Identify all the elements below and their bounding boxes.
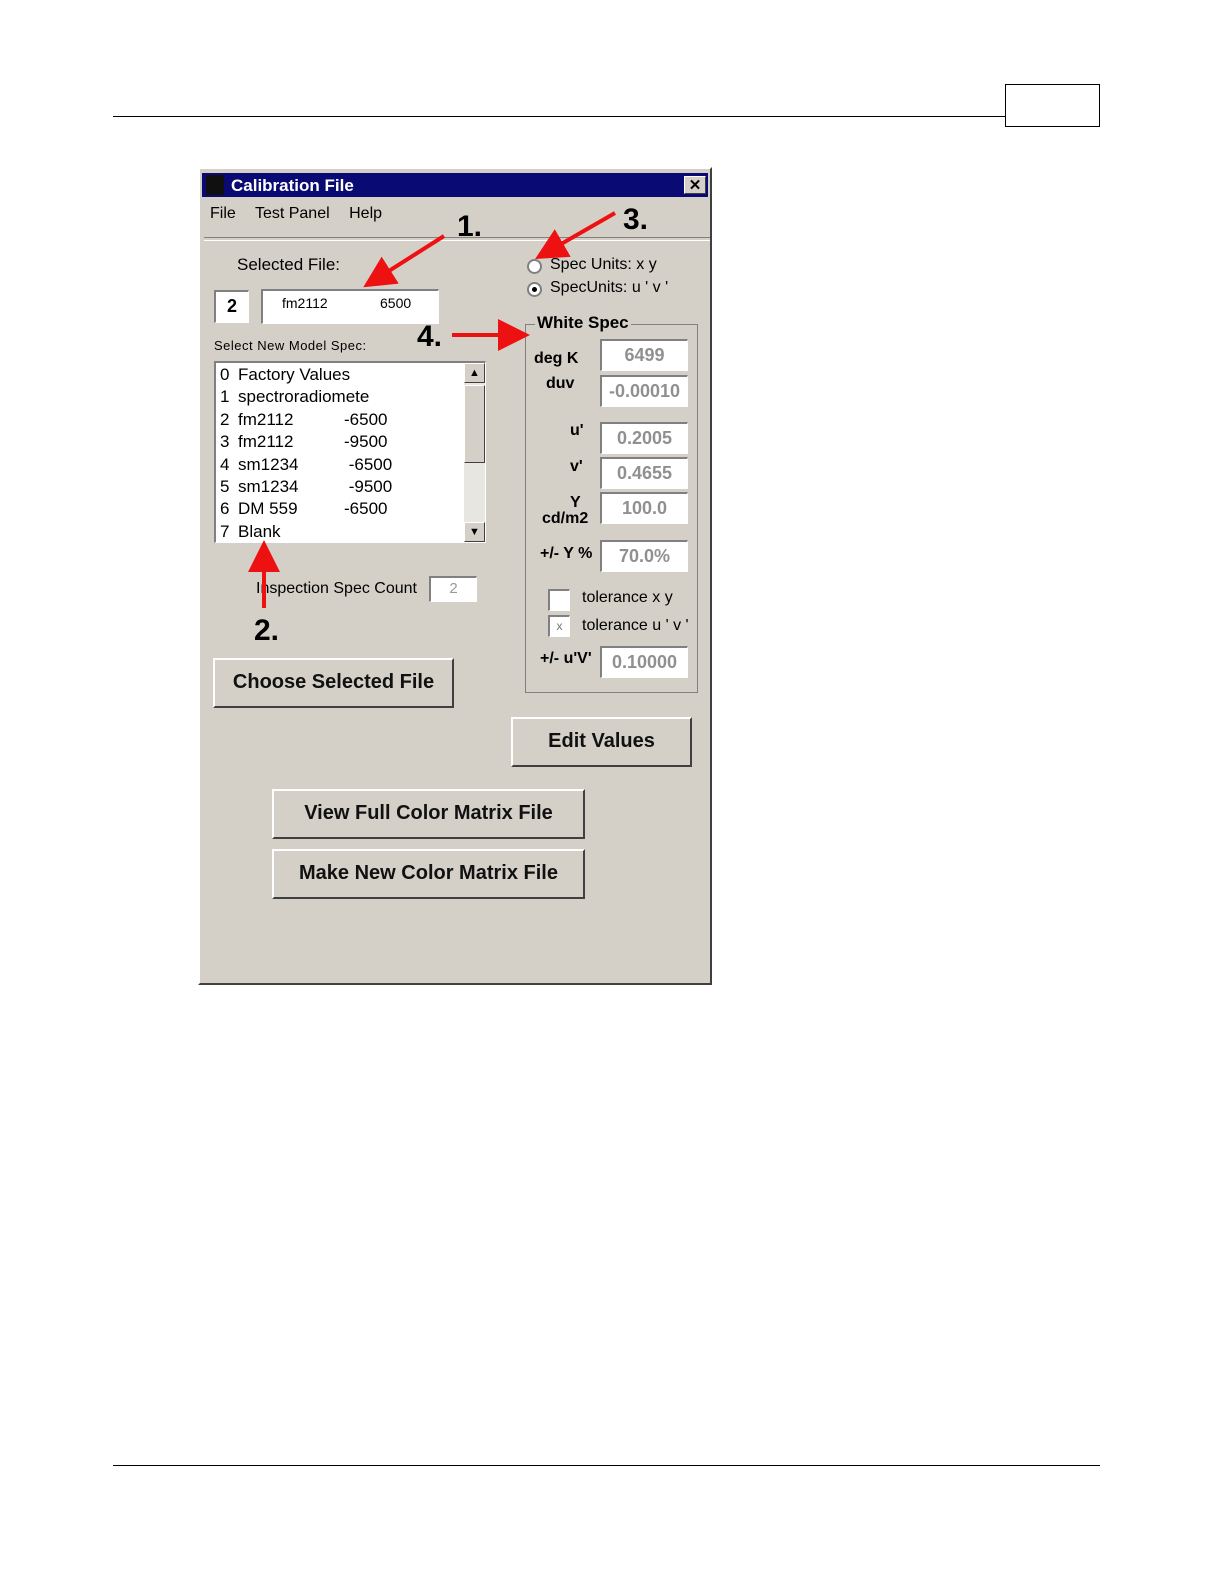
edit-values-button[interactable]: Edit Values (511, 717, 692, 767)
annotation-4: 4. (417, 320, 443, 353)
spec-units-uv-label: SpecUnits: u ' v ' (550, 279, 669, 296)
menu-help[interactable]: Help (349, 205, 383, 222)
window-title: Calibration File (231, 176, 354, 195)
list-item-temp: -6500 (344, 499, 388, 519)
list-item-number: 0 (220, 365, 230, 384)
list-item-name: sm1234 (238, 477, 299, 496)
list-item-name: Blank (238, 521, 281, 541)
y-percent-field[interactable]: 70.0% (600, 540, 688, 572)
list-item-temp: -9500 (344, 432, 388, 452)
close-button[interactable]: ✕ (684, 176, 706, 194)
list-item-number: 4 (220, 454, 230, 474)
v-prime-field[interactable]: 0.4655 (600, 457, 688, 489)
list-item-temp: -9500 (344, 477, 393, 496)
menu-file[interactable]: File (210, 205, 236, 222)
list-item-number: 6 (220, 499, 230, 519)
list-item-temp: -6500 (344, 454, 393, 474)
list-item-name: sm1234 (238, 454, 299, 474)
view-full-color-matrix-button[interactable]: View Full Color Matrix File (272, 789, 585, 839)
spec-units-xy-label: Spec Units: x y (550, 256, 657, 273)
v-prime-label: v' (570, 458, 583, 475)
duv-field[interactable]: -0.00010 (600, 375, 688, 407)
y-label: Y (570, 494, 581, 511)
annotation-2: 2. (254, 614, 280, 647)
model-spec-label: Select New Model Spec: (214, 338, 367, 353)
scroll-down-icon[interactable]: ▼ (464, 522, 485, 542)
u-prime-field[interactable]: 0.2005 (600, 422, 688, 454)
make-new-color-matrix-button[interactable]: Make New Color Matrix File (272, 849, 585, 899)
y-percent-label: +/- Y % (540, 545, 593, 562)
choose-selected-file-button[interactable]: Choose Selected File (213, 658, 454, 708)
list-item-name: spectroradiomete (238, 387, 370, 407)
list-item-number: 7 (220, 521, 230, 541)
selected-file-label: Selected File: (237, 255, 340, 274)
annotation-3: 3. (623, 203, 649, 236)
selected-file-index: 2 (214, 290, 249, 323)
list-item-number: 3 (220, 432, 230, 452)
list-item-temp: -6500 (344, 409, 388, 429)
selected-file-temp: 6500 (380, 295, 412, 311)
white-spec-title: White Spec (537, 313, 629, 332)
list-item-name: DM 559 (238, 499, 298, 519)
u-prime-label: u' (570, 422, 584, 439)
tolerance-uv-label: tolerance u ' v ' (582, 617, 689, 634)
y-field[interactable]: 100.0 (600, 492, 688, 524)
uv-tolerance-field[interactable]: 0.10000 (600, 646, 688, 678)
list-item-number: 2 (220, 409, 230, 429)
deg-k-label: deg K (534, 350, 579, 367)
arrow-3-icon (542, 213, 615, 255)
tolerance-uv-checkbox[interactable]: x (548, 615, 570, 637)
tolerance-xy-label: tolerance x y (582, 589, 673, 606)
selected-file-name: fm2112 (282, 295, 328, 311)
inspection-count-field[interactable]: 2 (429, 576, 477, 602)
list-item-name: fm2112 (238, 432, 294, 452)
inspection-count-label: Inspection Spec Count (256, 580, 417, 597)
deg-k-field[interactable]: 6499 (600, 339, 688, 371)
menu-test-panel[interactable]: Test Panel (254, 205, 330, 222)
arrow-1-icon (370, 236, 444, 283)
list-item-name: Factory Values (238, 365, 351, 384)
list-item-number: 1 (220, 387, 230, 407)
y-unit-label: cd/m2 (542, 510, 589, 527)
list-item-name: fm2112 (238, 409, 294, 429)
list-item-number: 5 (220, 477, 230, 496)
annotation-1: 1. (457, 210, 483, 243)
scroll-up-icon[interactable]: ▲ (464, 363, 485, 383)
duv-label: duv (546, 375, 575, 392)
uv-tolerance-label: +/- u'V' (540, 650, 592, 667)
